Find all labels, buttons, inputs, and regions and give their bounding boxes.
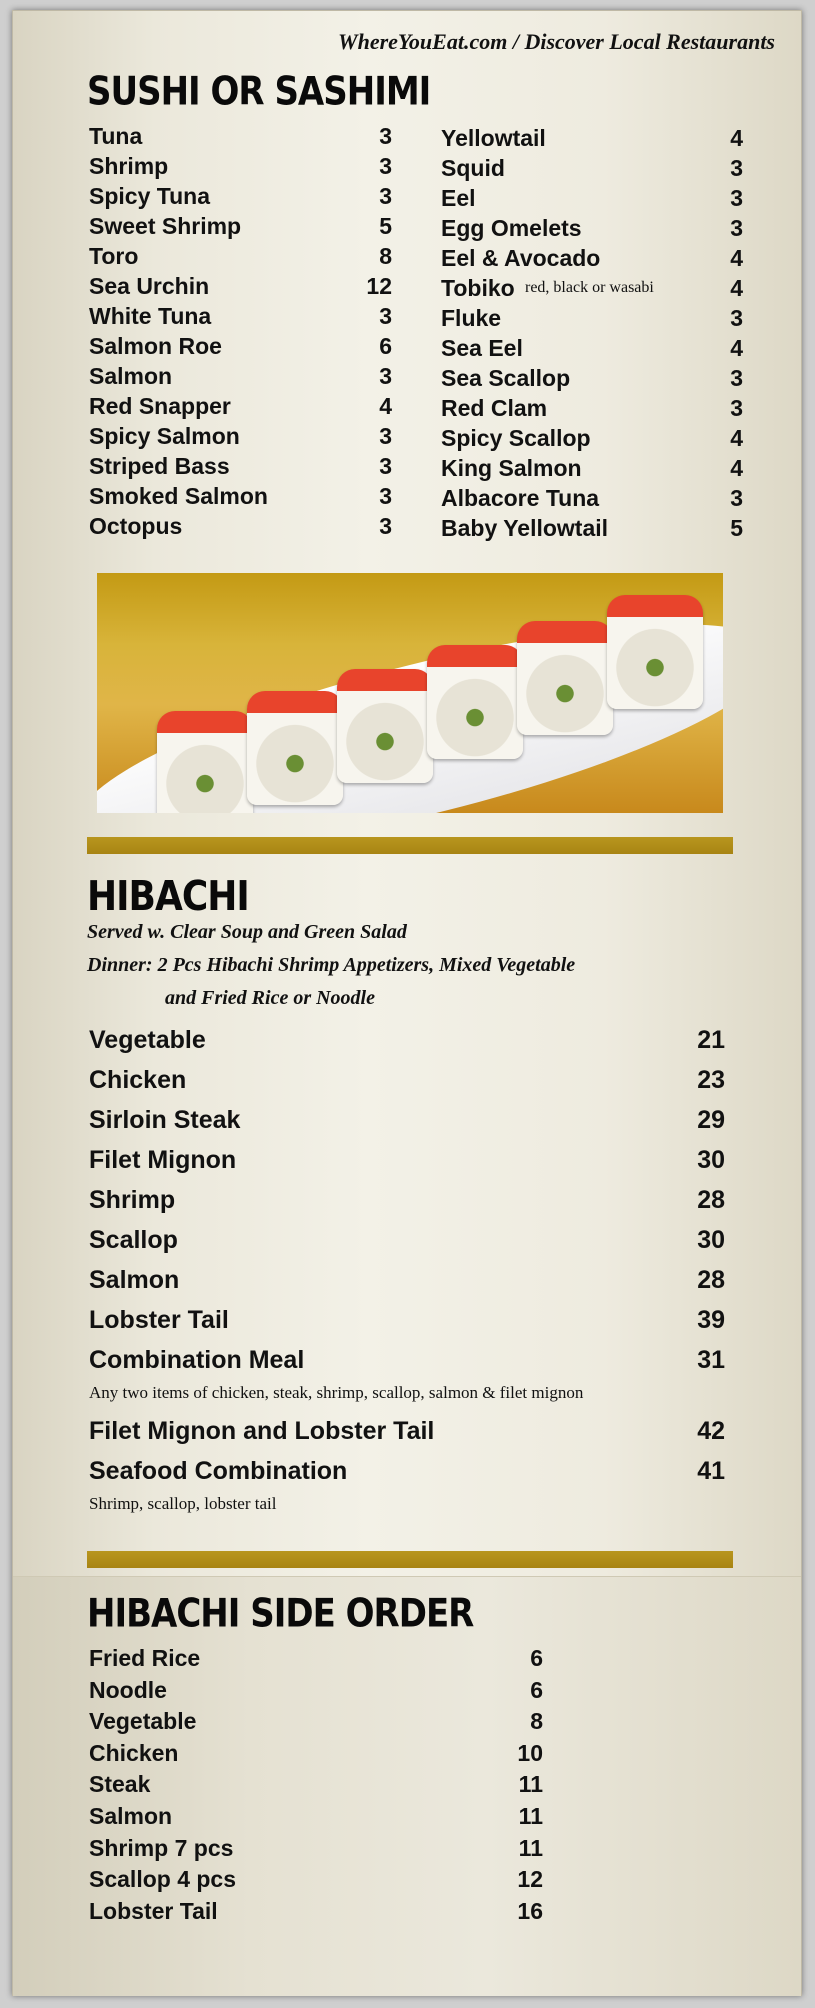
item-name: Salmon xyxy=(89,363,173,389)
item-price: 4 xyxy=(730,275,743,301)
menu-item xyxy=(441,275,743,305)
menu-item xyxy=(89,1677,559,1709)
menu-item xyxy=(89,1898,559,1930)
item-price: 28 xyxy=(697,1266,725,1294)
item-price: 23 xyxy=(697,1066,725,1094)
menu-item xyxy=(441,455,743,485)
item-name: Filet Mignon xyxy=(89,1146,237,1174)
menu-item xyxy=(89,513,392,543)
item-name: Vegetable xyxy=(89,1026,206,1054)
item-price: 4 xyxy=(730,245,743,271)
item-price: 39 xyxy=(697,1306,725,1334)
item-name: Spicy Scallop xyxy=(441,425,591,451)
item-name: Filet Mignon and Lobster Tail xyxy=(89,1417,435,1445)
item-name: Baby Yellowtail xyxy=(441,515,609,541)
item-price: 29 xyxy=(697,1106,725,1134)
item-name: Fried Rice xyxy=(89,1645,201,1671)
item-name: Albacore Tuna xyxy=(441,485,600,511)
item-name: Noodle xyxy=(89,1676,167,1703)
sushi-right-column xyxy=(441,125,743,545)
item-name: Salmon xyxy=(89,1266,180,1294)
menu-item xyxy=(89,363,392,393)
menu-item xyxy=(89,1457,733,1491)
item-price: 3 xyxy=(730,365,743,391)
roll-piece xyxy=(157,711,253,813)
menu-item xyxy=(89,333,392,363)
item-price: 21 xyxy=(697,1026,725,1054)
item-price: 16 xyxy=(517,1897,543,1924)
menu-item xyxy=(89,1803,559,1835)
item-name: Shrimp xyxy=(89,153,169,179)
roll-piece xyxy=(427,645,523,759)
item-price: 41 xyxy=(697,1457,725,1485)
menu-item xyxy=(441,425,743,455)
menu-item xyxy=(89,1417,733,1451)
item-price: 28 xyxy=(697,1186,725,1214)
item-description: Any two items of chicken, steak, shrimp, scallop, salmon & filet mignon xyxy=(89,1383,584,1402)
roll-piece xyxy=(517,621,613,735)
menu-item xyxy=(89,213,392,243)
item-name: Sweet Shrimp xyxy=(89,213,242,239)
item-name: Red Clam xyxy=(441,395,548,421)
menu-page xyxy=(12,10,802,1996)
item-name: Fluke xyxy=(441,305,502,331)
menu-item xyxy=(89,243,392,273)
item-name: Egg Omelets xyxy=(441,215,582,241)
menu-item xyxy=(89,153,392,183)
item-price: 12 xyxy=(517,1866,543,1893)
sushi-left-column xyxy=(89,123,392,543)
item-name: Scallop 4 pcs xyxy=(89,1866,237,1893)
item-name: Squid xyxy=(441,155,505,181)
item-price: 3 xyxy=(730,215,743,241)
item-note: red, black or wasabi xyxy=(525,279,654,296)
menu-item xyxy=(441,335,743,365)
menu-item xyxy=(89,423,392,453)
item-name: Shrimp xyxy=(89,1186,176,1214)
menu-item xyxy=(441,245,743,275)
roll-piece xyxy=(247,691,343,805)
item-name: Octopus xyxy=(89,513,183,539)
hibachi-served-note: Served w. Clear Soup and Green Salad xyxy=(87,921,407,943)
menu-item xyxy=(89,393,392,423)
menu-item xyxy=(89,483,392,513)
item-name: Sea Eel xyxy=(441,335,523,361)
item-price: 5 xyxy=(379,213,392,239)
item-name: Yellowtail xyxy=(441,125,546,151)
item-price: 3 xyxy=(379,183,392,209)
item-price: 10 xyxy=(517,1739,543,1766)
hibachi-section-title: HIBACHI xyxy=(87,873,249,921)
item-price: 8 xyxy=(379,243,392,269)
item-price: 4 xyxy=(730,455,743,481)
item-name: Tobiko xyxy=(441,275,515,301)
item-price: 30 xyxy=(697,1226,725,1254)
item-name: Chicken xyxy=(89,1739,179,1766)
menu-item xyxy=(89,183,392,213)
item-price: 3 xyxy=(379,153,392,179)
item-price: 5 xyxy=(730,515,743,541)
item-name: Steak xyxy=(89,1771,151,1798)
item-price: 3 xyxy=(379,123,392,149)
item-price: 3 xyxy=(379,513,392,539)
item-name: Lobster Tail xyxy=(89,1897,218,1924)
menu-item xyxy=(89,123,392,153)
item-price: 11 xyxy=(518,1771,543,1798)
menu-item xyxy=(89,1266,733,1300)
item-name: Striped Bass xyxy=(89,453,230,479)
menu-item xyxy=(89,1146,733,1180)
item-name: Lobster Tail xyxy=(89,1306,229,1334)
menu-item xyxy=(89,1866,559,1898)
menu-item xyxy=(441,125,743,155)
menu-item xyxy=(89,1186,733,1220)
item-name: Scallop xyxy=(89,1226,178,1254)
menu-item xyxy=(89,1835,559,1867)
hibachi-dinner-note-cont: and Fried Rice or Noodle xyxy=(165,987,375,1009)
sushi-section-title: SUSHI OR SASHIMI xyxy=(87,69,431,115)
menu-item xyxy=(441,185,743,215)
menu-item xyxy=(89,1306,733,1340)
menu-item xyxy=(89,303,392,333)
menu-item xyxy=(441,365,743,395)
item-price: 6 xyxy=(530,1676,543,1703)
item-price: 42 xyxy=(697,1417,725,1445)
item-name: King Salmon xyxy=(441,455,582,481)
item-price: 3 xyxy=(379,423,392,449)
item-name: Sea Scallop xyxy=(441,365,571,391)
item-price: 4 xyxy=(730,425,743,451)
menu-item xyxy=(89,1708,559,1740)
roll-piece xyxy=(607,595,703,709)
item-name: Eel xyxy=(441,185,476,211)
item-price: 6 xyxy=(379,333,392,359)
divider-bar xyxy=(87,1551,733,1568)
item-price: 3 xyxy=(379,363,392,389)
item-price: 3 xyxy=(379,453,392,479)
item-name: Chicken xyxy=(89,1066,187,1094)
item-price: 3 xyxy=(379,483,392,509)
item-description: Shrimp, scallop, lobster tail xyxy=(89,1494,277,1513)
menu-item xyxy=(89,1740,559,1772)
item-name: Tuna xyxy=(89,123,143,149)
item-price: 4 xyxy=(379,393,392,419)
item-name: Smoked Salmon xyxy=(89,483,268,509)
item-price: 31 xyxy=(697,1346,725,1374)
item-price: 3 xyxy=(730,305,743,331)
item-name: Red Snapper xyxy=(89,393,231,419)
item-price: 11 xyxy=(518,1803,543,1829)
item-name: Combination Meal xyxy=(89,1346,305,1374)
menu-item xyxy=(441,515,743,545)
item-price: 3 xyxy=(730,485,743,511)
menu-item xyxy=(89,453,392,483)
item-price: 12 xyxy=(366,273,392,299)
item-name: Toro xyxy=(89,243,139,269)
menu-item xyxy=(89,1645,559,1677)
item-price: 4 xyxy=(730,335,743,361)
hibachi-dinner-note: Dinner: 2 Pcs Hibachi Shrimp Appetizers, Mixed Vegetable xyxy=(87,954,576,976)
item-price: 4 xyxy=(730,125,743,151)
item-name: Spicy Salmon xyxy=(89,423,240,449)
item-price: 3 xyxy=(730,395,743,421)
menu-item xyxy=(89,1026,733,1060)
site-header[interactable]: WhereYouEat.com / Discover Local Restaurants xyxy=(338,29,775,54)
item-price: 3 xyxy=(730,155,743,181)
menu-item xyxy=(441,305,743,335)
menu-item xyxy=(89,1346,733,1380)
item-name: Salmon xyxy=(89,1803,173,1829)
item-name: Sea Urchin xyxy=(89,273,210,299)
menu-item xyxy=(89,1106,733,1140)
item-name: Salmon Roe xyxy=(89,333,222,359)
menu-item xyxy=(89,273,392,303)
sushi-roll-photo xyxy=(97,573,723,813)
item-price: 3 xyxy=(730,185,743,211)
item-name: Sirloin Steak xyxy=(89,1106,241,1134)
item-price: 11 xyxy=(518,1834,543,1861)
item-price: 3 xyxy=(379,303,392,329)
item-price: 30 xyxy=(697,1146,725,1174)
divider-bar xyxy=(87,837,733,854)
item-price: 8 xyxy=(530,1708,543,1735)
item-name: Eel & Avocado xyxy=(441,245,601,271)
side-section-title: HIBACHI SIDE ORDER xyxy=(87,1591,474,1637)
menu-item xyxy=(441,215,743,245)
item-name: Spicy Tuna xyxy=(89,183,210,209)
item-name: Shrimp 7 pcs xyxy=(89,1834,234,1861)
menu-item xyxy=(89,1771,559,1803)
menu-item xyxy=(89,1226,733,1260)
item-name: Vegetable xyxy=(89,1708,197,1735)
roll-piece xyxy=(337,669,433,783)
menu-item xyxy=(441,155,743,185)
menu-item xyxy=(441,395,743,425)
menu-item xyxy=(89,1066,733,1100)
item-name: White Tuna xyxy=(89,303,212,329)
menu-item xyxy=(441,485,743,515)
item-price: 6 xyxy=(530,1645,543,1671)
item-name: Seafood Combination xyxy=(89,1457,348,1485)
